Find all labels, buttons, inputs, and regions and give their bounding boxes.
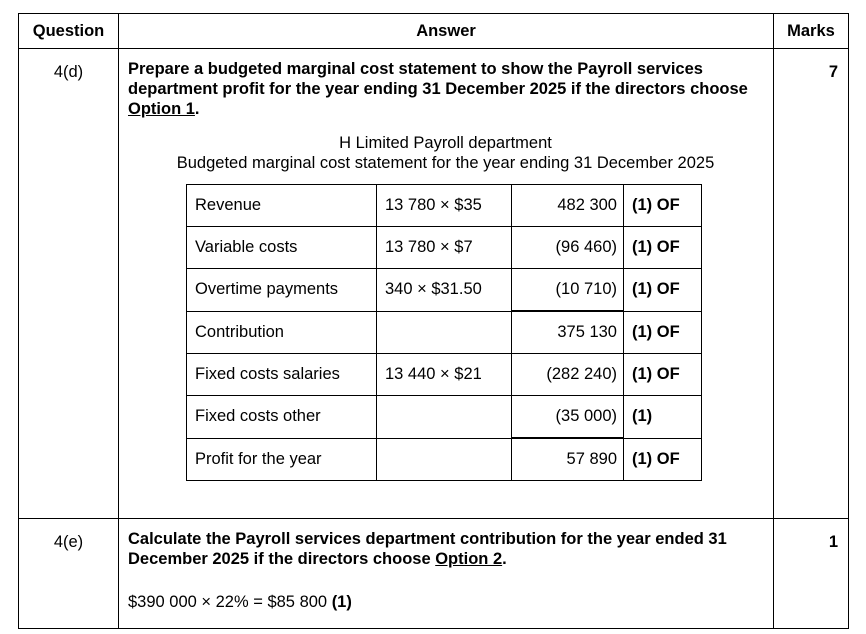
question-number: 4(d): [19, 49, 119, 519]
row-mark: (1) OF: [624, 269, 702, 312]
question-row-4e: [19, 519, 849, 629]
question-prompt: Calculate the Payroll services department contribution for the year ended 31 December 2025 if the directors choose Option 2.: [128, 530, 727, 568]
row-label: Variable costs: [187, 227, 377, 269]
marks-value: 7: [774, 49, 849, 519]
row-mark: (1) OF: [624, 311, 702, 354]
statement-row: [187, 269, 702, 312]
row-amount: 375 130: [512, 311, 624, 354]
answer-cell: [119, 519, 774, 629]
header-row: [19, 14, 849, 49]
answer-header: Answer: [119, 14, 774, 49]
row-calculation: [377, 311, 512, 354]
row-label: Overtime payments: [187, 269, 377, 312]
row-label: Fixed costs other: [187, 396, 377, 439]
option-link: Option 2: [435, 550, 503, 568]
row-mark: (1): [624, 396, 702, 439]
row-amount: (96 460): [512, 227, 624, 269]
question-row-4d: [19, 49, 849, 519]
question-header: Question: [19, 14, 119, 49]
row-label: Fixed costs salaries: [187, 354, 377, 396]
question-number: 4(e): [19, 519, 119, 629]
row-mark: (1) OF: [624, 185, 702, 227]
calculation-mark: (1): [331, 593, 352, 611]
mark-scheme-table: [18, 13, 849, 629]
statement-row: [187, 396, 702, 439]
statement-row: [187, 227, 702, 269]
marks-header: Marks: [774, 14, 849, 49]
statement-row: [187, 185, 702, 227]
statement-table: [186, 184, 702, 481]
row-mark: (1) OF: [624, 354, 702, 396]
option-link: Option 1: [128, 100, 195, 118]
statement-title: H Limited Payroll department: [339, 134, 552, 152]
row-calculation: [377, 438, 512, 481]
marks-value: 1: [774, 519, 849, 629]
answer-cell: [119, 49, 774, 519]
row-mark: (1) OF: [624, 438, 702, 481]
row-calculation: 340 × $31.50: [377, 269, 512, 312]
row-label: Contribution: [187, 311, 377, 354]
row-label: Profit for the year: [187, 438, 377, 481]
row-label: Revenue: [187, 185, 377, 227]
row-amount: 482 300: [512, 185, 624, 227]
statement-heading: [128, 133, 763, 173]
question-prompt: Prepare a budgeted marginal cost statement to show the Payroll services department profit for the year ending 31 December 2025 if the directors choose Option 1.: [128, 60, 748, 118]
row-calculation: 13 780 × $7: [377, 227, 512, 269]
row-amount: (35 000): [512, 396, 624, 439]
row-calculation: 13 780 × $35: [377, 185, 512, 227]
row-amount: (10 710): [512, 269, 624, 312]
calculation: $390 000 × 22% = $85 800 (1): [128, 593, 352, 611]
row-amount: (282 240): [512, 354, 624, 396]
statement-row: [187, 354, 702, 396]
statement-row: [187, 438, 702, 481]
statement-row: [187, 311, 702, 354]
row-mark: (1) OF: [624, 227, 702, 269]
row-calculation: [377, 396, 512, 439]
row-calculation: 13 440 × $21: [377, 354, 512, 396]
statement-subtitle: Budgeted marginal cost statement for the year ending 31 December 2025: [176, 154, 715, 172]
row-amount: 57 890: [512, 438, 624, 481]
